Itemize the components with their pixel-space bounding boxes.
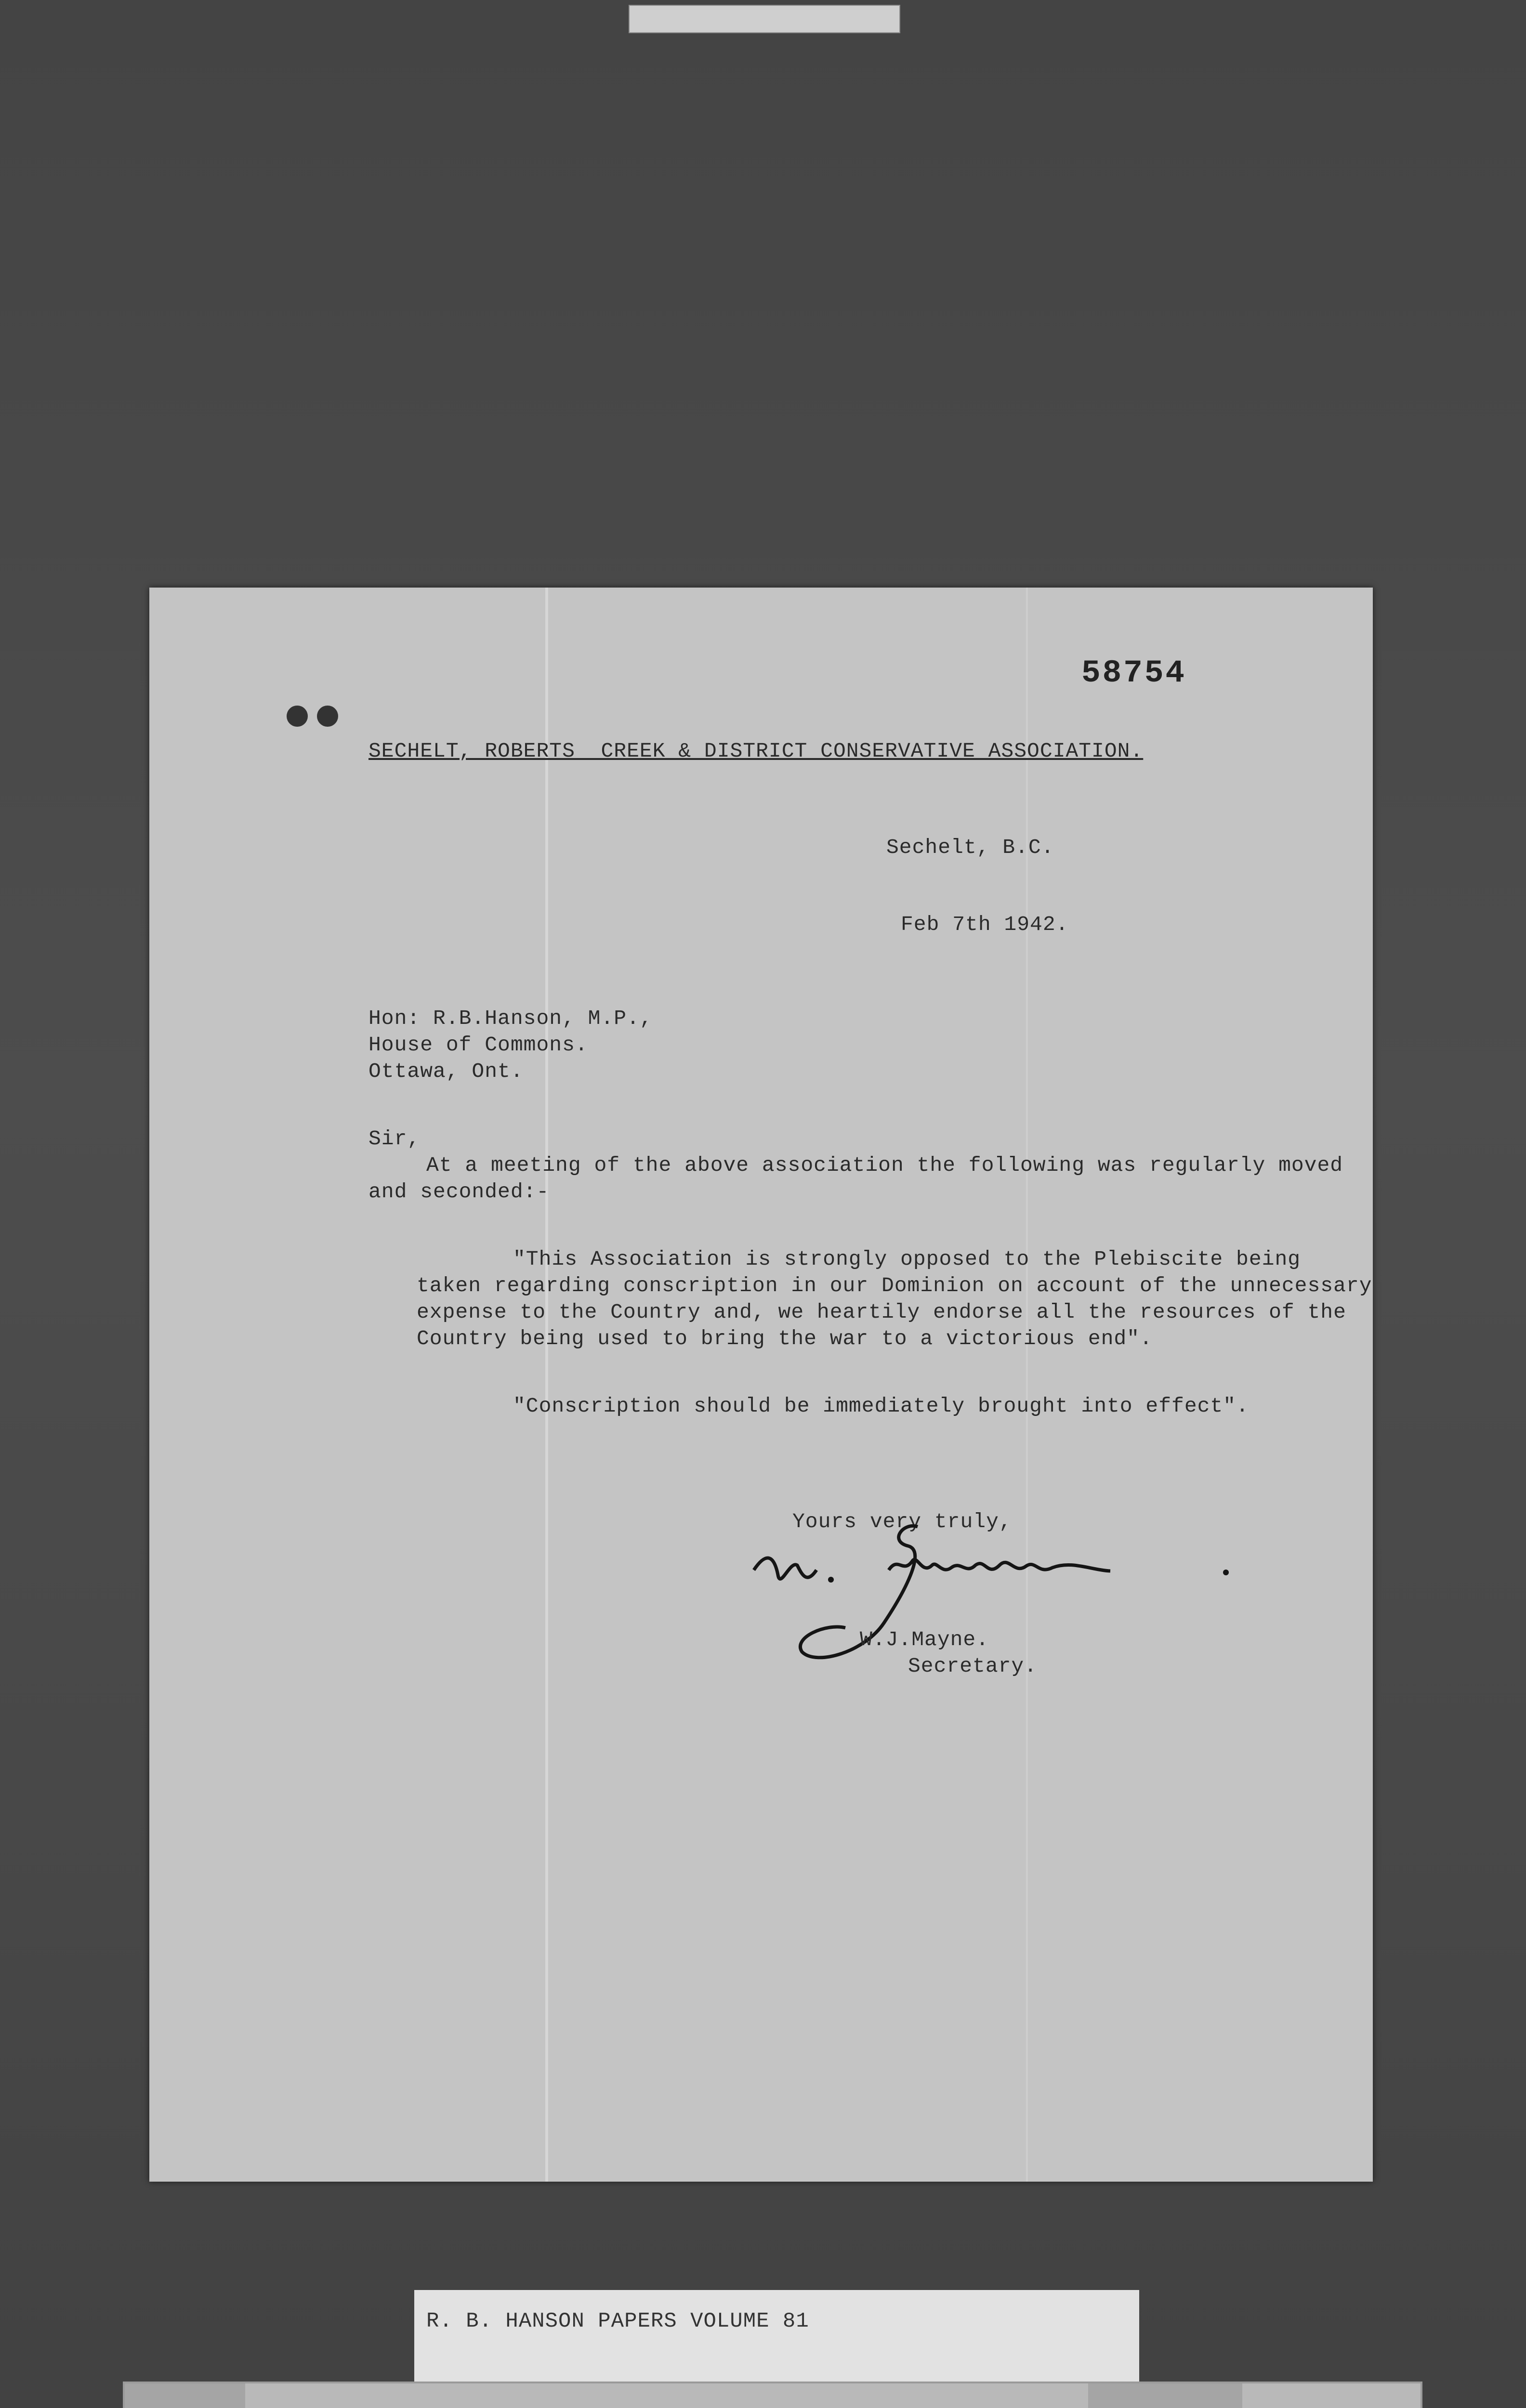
resolution-line: expense to the Country and, we heartily endorse all the resources of the	[417, 1300, 1346, 1324]
top-tab	[629, 5, 900, 33]
letter-page	[149, 588, 1373, 2182]
handwritten-signature	[744, 1512, 1409, 1671]
body-line: and seconded:-	[368, 1180, 550, 1204]
fold-line	[1026, 588, 1028, 2182]
signer-name: W.J.Mayne.	[860, 1628, 989, 1651]
closing: Yours very truly,	[792, 1510, 1012, 1533]
resolution-line: Country being used to bring the war to a victorious end".	[417, 1327, 1153, 1350]
resolution-2: "Conscription should be immediately brought into effect".	[513, 1394, 1249, 1418]
fold-line	[545, 588, 548, 2182]
letter-date: Feb 7th 1942.	[901, 913, 1069, 936]
address-line: House of Commons.	[368, 1033, 588, 1057]
signer-title: Secretary.	[908, 1654, 1038, 1678]
address-line: Ottawa, Ont.	[368, 1060, 524, 1083]
volume-label-text: R. B. HANSON PAPERS VOLUME 81	[426, 2309, 809, 2333]
address-line: Hon: R.B.Hanson, M.P.,	[368, 1007, 653, 1030]
body-line: At a meeting of the above association the following was regularly moved	[426, 1153, 1343, 1177]
archives-stamp	[123, 2382, 1422, 2408]
letterhead: SECHELT, ROBERTS CREEK & DISTRICT CONSERVATIVE ASSOCIATION.	[368, 739, 1144, 763]
resolution-line: "This Association is strongly opposed to the Plebiscite being	[513, 1247, 1301, 1271]
salutation: Sir,	[368, 1127, 421, 1151]
document-number: 58754	[1081, 655, 1187, 691]
punch-hole	[317, 706, 338, 727]
place: Sechelt, B.C.	[886, 836, 1054, 859]
tape	[1088, 2383, 1242, 2408]
tape	[125, 2383, 245, 2408]
punch-hole	[287, 706, 308, 727]
resolution-line: taken regarding conscription in our Dominion on account of the unnecessary	[417, 1274, 1372, 1297]
